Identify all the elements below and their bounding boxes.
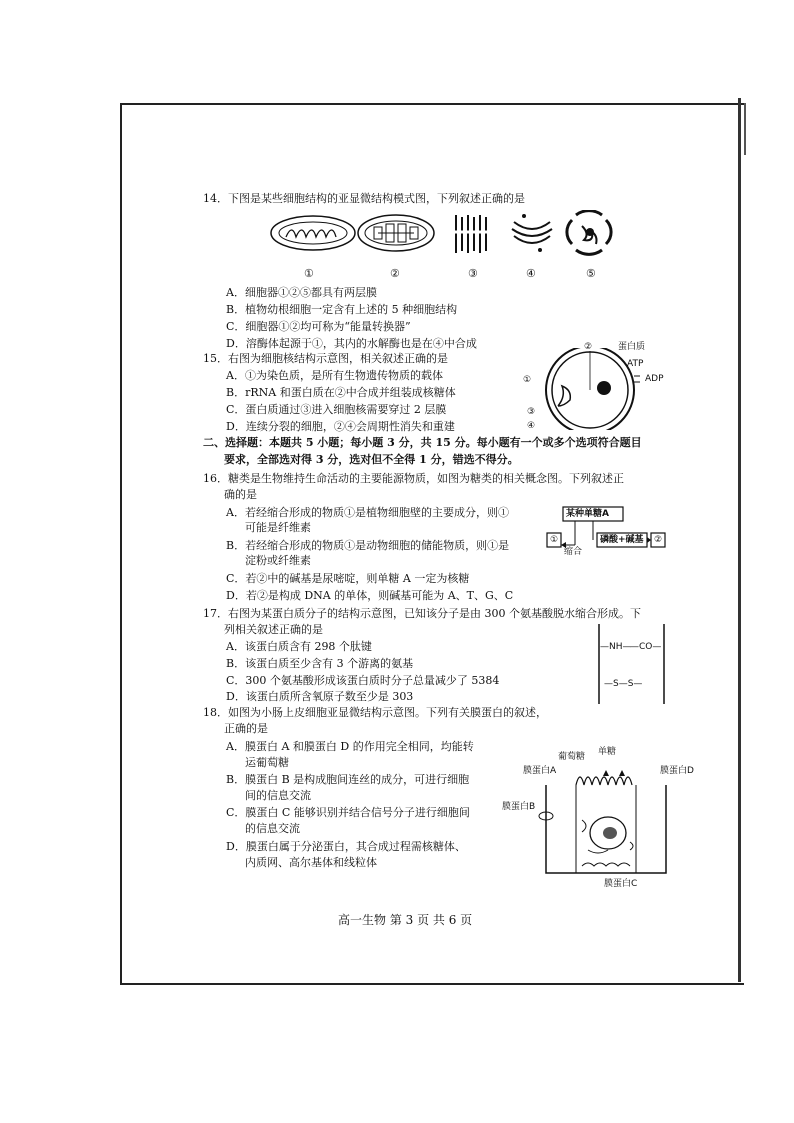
q14-label-5: ⑤ bbox=[586, 267, 596, 280]
q16-stem-1: 16．糖类是生物维持生命活动的主要能源物质，如图为糖类的相关概念图。下列叙述正 bbox=[203, 472, 624, 485]
q18-option-d-2: 内质网、高尔基体和线粒体 bbox=[245, 856, 377, 869]
cell-label-glucose: 葡萄糖 bbox=[558, 752, 586, 762]
q14-option-a: A．细胞器①②⑤都具有两层膜 bbox=[226, 286, 377, 299]
q16-option-b-2: 淀粉或纤维素 bbox=[245, 554, 311, 567]
sugar-label-2: ② bbox=[654, 535, 663, 545]
nucleus-label-atp: ATP bbox=[627, 359, 644, 369]
q15-stem: 15．右图为细胞核结构示意图，相关叙述正确的是 bbox=[203, 352, 448, 365]
cell-label-pd: 膜蛋白D bbox=[660, 766, 694, 776]
q15-option-b: B．rRNA 和蛋白质在②中合成并组装成核糖体 bbox=[226, 386, 456, 399]
q15-option-a: A．①为染色质，是所有生物遗传物质的载体 bbox=[226, 369, 443, 382]
nucleus-label-adp: ADP bbox=[645, 374, 664, 384]
q14-organelle-figure bbox=[268, 210, 628, 268]
q14-stem: 14．下图是某些细胞结构的亚显微结构模式图，下列叙述正确的是 bbox=[203, 192, 525, 205]
cell-label-pa: 膜蛋白A bbox=[523, 766, 557, 776]
nucleus-label-3: ③ bbox=[527, 407, 536, 417]
q14-option-c: C．细胞器①②均可称为“能量转换器” bbox=[226, 320, 411, 333]
q15-option-c: C．蛋白质通过③进入细胞核需要穿过 2 层膜 bbox=[226, 403, 447, 416]
chloroplast-icon bbox=[358, 215, 434, 251]
sugar-label-1: ① bbox=[550, 535, 559, 545]
q16-option-a-2: 可能是纤维素 bbox=[245, 521, 311, 534]
q18-option-c-1: C．膜蛋白 C 能够识别并结合信号分子进行细胞间 bbox=[226, 806, 470, 819]
q16-option-c: C．若②中的碱基是尿嘧啶，则单糖 A 一定为核糖 bbox=[226, 572, 470, 585]
nucleus-label-4: ④ bbox=[527, 421, 536, 431]
q18-option-b-1: B．膜蛋白 B 是构成胞间连丝的成分，可进行细胞 bbox=[226, 773, 470, 786]
nucleus-label-2: ② bbox=[584, 342, 593, 352]
q14-label-4: ④ bbox=[526, 267, 536, 280]
q18-option-b-2: 间的信息交流 bbox=[245, 789, 311, 802]
q18-option-a-2: 运葡萄糖 bbox=[245, 756, 289, 769]
q18-stem-1: 18．如图为小肠上皮细胞亚显微结构示意图。下列有关膜蛋白的叙述， bbox=[203, 706, 547, 719]
scan-mark bbox=[744, 103, 746, 155]
protein-label-ss: —S—S— bbox=[604, 679, 643, 689]
q16-option-b-1: B．若经缩合形成的物质①是动物细胞的储能物质，则①是 bbox=[226, 539, 510, 552]
q17-stem-1: 17．右图为某蛋白质分子的结构示意图，已知该分子是由 300 个氨基酸脱水缩合形成。下 bbox=[203, 607, 641, 620]
protein-label-co: —CO— bbox=[630, 642, 662, 652]
q17-option-a: A．该蛋白质含有 298 个肽键 bbox=[226, 640, 372, 653]
mitochondrion-icon bbox=[271, 216, 355, 250]
q18-option-a-1: A．膜蛋白 A 和膜蛋白 D 的作用完全相同，均能转 bbox=[226, 740, 474, 753]
cell-label-pb: 膜蛋白B bbox=[502, 802, 536, 812]
q14-label-1: ① bbox=[304, 267, 314, 280]
sugar-label-mid: 磷酸+碱基 bbox=[600, 535, 644, 545]
q16-stem-2: 确的是 bbox=[224, 488, 257, 501]
sugar-label-top: 某种单糖A bbox=[566, 509, 609, 519]
q17-option-c: C．300 个氨基酸形成该蛋白质时分子总量减少了 5384 bbox=[226, 674, 500, 687]
protein-structure-figure bbox=[596, 622, 668, 706]
q17-option-b: B．该蛋白质至少含有 3 个游离的氨基 bbox=[226, 657, 414, 670]
nucleus-icon bbox=[567, 211, 611, 255]
er-icon bbox=[454, 215, 488, 253]
cell-label-mono: 单糖 bbox=[598, 747, 617, 757]
q14-label-3: ③ bbox=[468, 267, 478, 280]
q17-option-d: D．该蛋白质所含氧原子数至少是 303 bbox=[226, 690, 414, 703]
q16-option-d: D．若②是构成 DNA 的单体，则碱基可能为 A、T、G、C bbox=[226, 589, 514, 602]
nucleus-label-1: ① bbox=[523, 375, 532, 385]
sugar-label-condense: 缩合 bbox=[564, 547, 583, 557]
protein-label-nh: —NH— bbox=[600, 642, 632, 652]
q15-option-d: D．连续分裂的细胞，②④会周期性消失和重建 bbox=[226, 420, 455, 433]
nucleus-label-protein: 蛋白质 bbox=[618, 342, 646, 352]
scan-edge bbox=[738, 98, 741, 982]
q16-option-a-1: A．若经缩合形成的物质①是植物细胞壁的主要成分，则① bbox=[226, 506, 509, 519]
q18-option-c-2: 的信息交流 bbox=[245, 822, 300, 835]
q14-option-d: D．溶酶体起源于①，其内的水解酶也是在④中合成 bbox=[226, 337, 477, 350]
q14-label-2: ② bbox=[390, 267, 400, 280]
q17-stem-2: 列相关叙述正确的是 bbox=[224, 623, 323, 636]
section2-line2: 要求，全部选对得 3 分，选对但不全得 1 分，错选不得分。 bbox=[224, 453, 519, 466]
q18-stem-2: 正确的是 bbox=[224, 722, 268, 735]
cell-label-pc: 膜蛋白C bbox=[604, 879, 638, 889]
section2-line1: 二、选择题：本题共 5 小题；每小题 3 分，共 15 分。每小题有一个或多个选项符合题目 bbox=[203, 436, 642, 449]
q14-option-b: B．植物幼根细胞一定含有上述的 5 种细胞结构 bbox=[226, 303, 458, 316]
page-footer: 高一生物 第 3 页 共 6 页 bbox=[338, 913, 473, 927]
q18-option-d-1: D．膜蛋白属于分泌蛋白，其合成过程需核糖体、 bbox=[226, 840, 466, 853]
golgi-icon bbox=[512, 214, 552, 252]
